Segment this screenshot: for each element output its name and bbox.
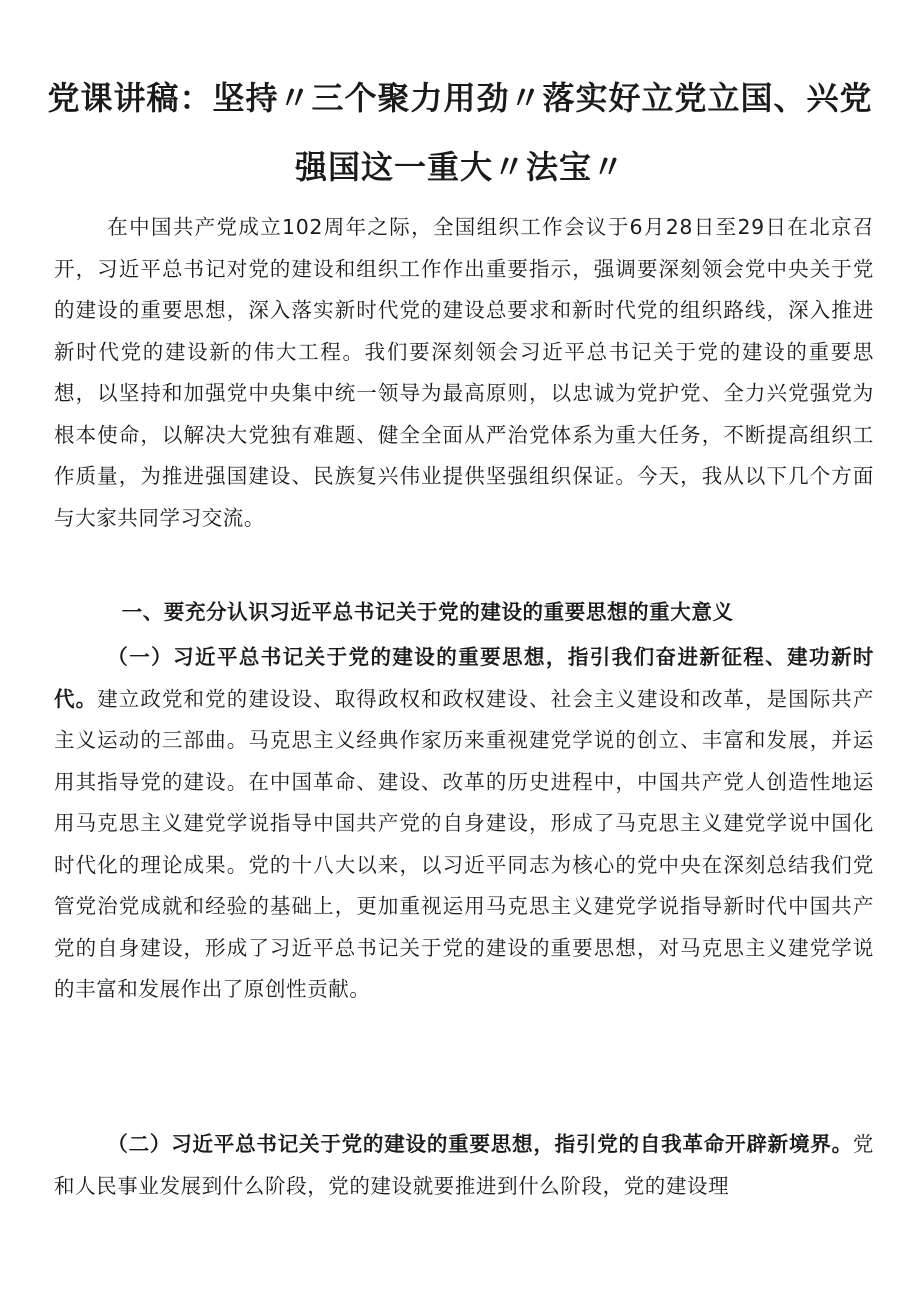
section-1-heading: 一、要充分认识习近平总书记关于党的建设的重要思想的重大意义 <box>121 600 734 624</box>
subsection-1-body: 建立政党和党的建设设、取得政权和政权建设、社会主义建设和改革，是国际共产主义运动的三部曲。马克思主义经典作家历来重视建党学说的创立、丰富和发展，并运用其指导党的建设。在中国革命、建设、改革的历史进程中，中国共产党人创造性地运用马克思主义建党学说指导中国共产党的自身建设，形成了马克思主义建党学说中国化时代化的理论成果。党的十八大以来，以习近平同志为核心的党中央在深刻总结我们党管党治党成就和经验的基础上，更加重视运用马克思主义建党学说指导新时代中国共产党的自身建设，形成了习近平总书记关于党的建设的重要思想，对马克思主义建党学说的丰富和发展作出了原创性贡献。 <box>54 686 874 1001</box>
subsection-2-body: 党和人民事业发展到什么阶段，党的建设就要推进到什么阶段，党的建设理 <box>54 1132 874 1198</box>
subsection-2-paragraph <box>54 1124 874 1207</box>
intro-paragraph: 在中国共产党成立102周年之际，全国组织工作会议于6月28日至29日在北京召开，习近平总书记对党的建设和组织工作作出重要指示，强调要深刻领会党中央关于党的建设的重要思想，深入落实新时代党的建设总要求和新时代党的组织路线，深入推进新时代党的建设新的伟大工程。我们要深刻领会习近平总书记关于党的建设的重要思想，以坚持和加强党中央集中统一领导为最高原则，以忠诚为党护党、全力兴党强党为根本使命，以解决大党独有难题、健全全面从严治党体系为重大任务，不断提高组织工作质量，为推进强国建设、民族复兴伟业提供坚强组织保证。今天，我从以下几个方面与大家共同学习交流。 <box>54 215 874 530</box>
subsection-2-heading: （二）习近平总书记关于党的建设的重要思想，指引党的自我革命开辟新境界。 <box>107 1132 853 1156</box>
subsection-1-heading: （一）习近平总书记关于党的建设的重要思想，指引我们奋进新征程、建功新时代。 <box>54 645 874 711</box>
document-title-line-2: 强国这一重大〃法宝〃 <box>294 148 625 186</box>
subsection-1-paragraph <box>54 637 874 1011</box>
document-title-line-1: 党课讲稿：坚持〃三个聚力用劲〃落实好立党立国、兴党 <box>47 79 873 117</box>
